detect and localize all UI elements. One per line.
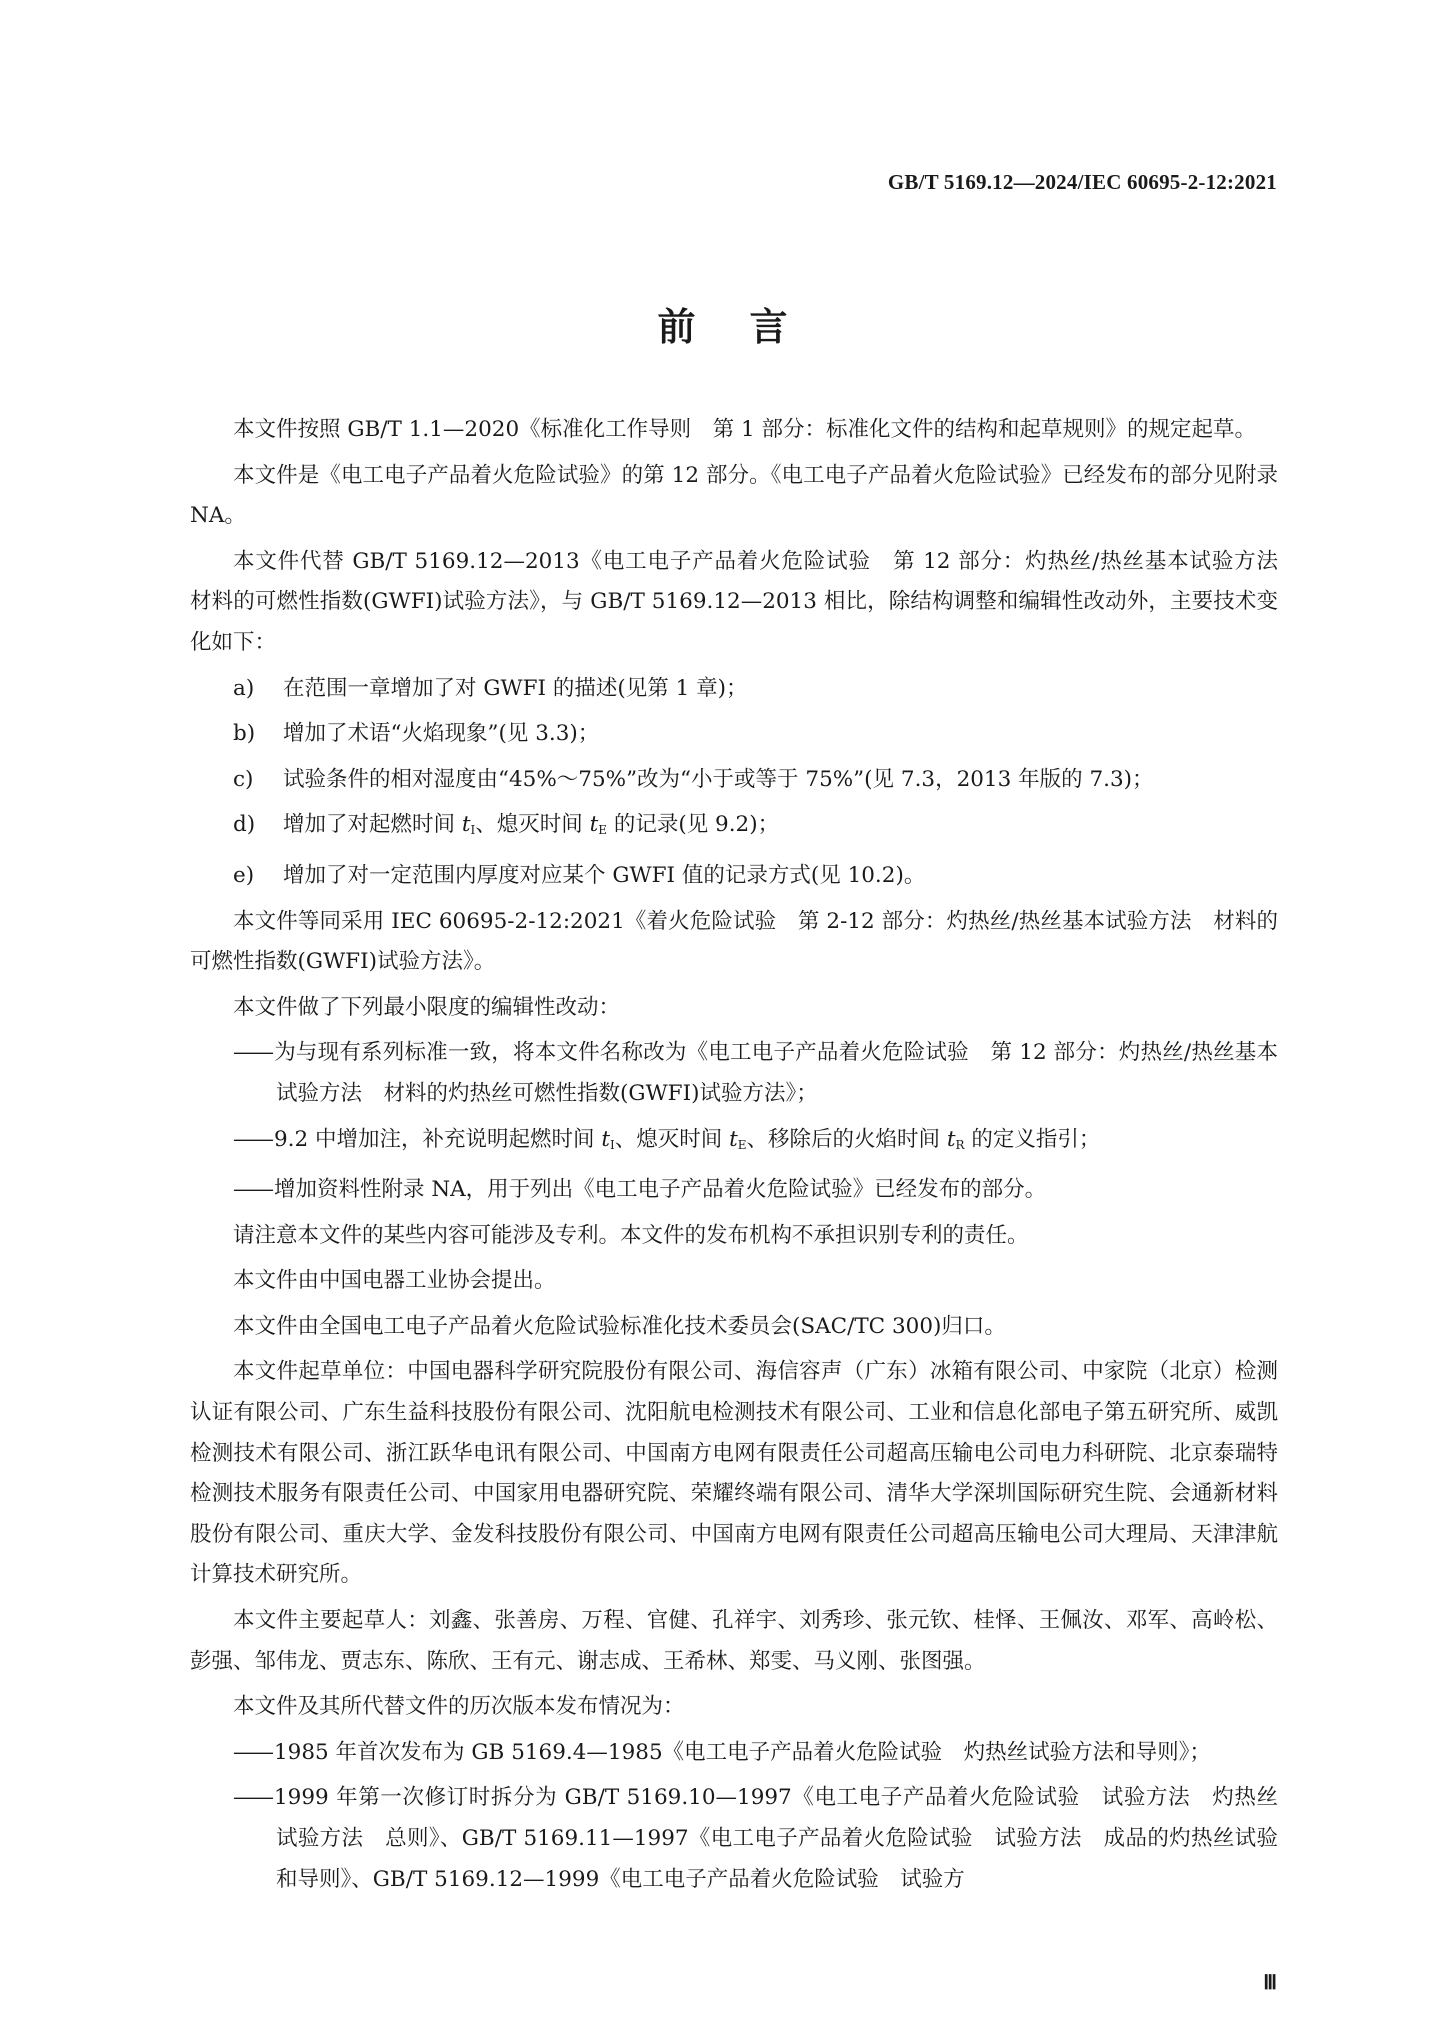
dash-item: ——1985 年首次发布为 GB 5169.4—1985《电工电子产品着火危险试验 灼热丝试验方法和导则》； <box>233 1739 1211 1765</box>
dash-item: ——增加资料性附录 NA，用于列出《电工电子产品着火危险试验》已经发布的部分。 <box>233 1177 1047 1203</box>
paragraph-drafting-units: 本文件起草单位：中国电器科学研究院股份有限公司、海信容声（广东）冰箱有限公司、中家院（北京）检测认证有限公司、广东生益科技股份有限公司、沈阳航电检测技术有限公司、工业和信息化部电子第五研究所、威凯检测技术有限公司、浙江跃华电讯有限公司、中国南方电网有限责任公司超高压输电公司电力科研院、北京泰瑞特检测技术服务有限责任公司、中国家用电器研究院、荣耀终端有限公司、清华大学深圳国际研究生院、会通新材料股份有限公司、重庆大学、金发科技股份有限公司、中国南方电网有限责任公司超高压输电公司大理局、天津津航计算技术研究所。 <box>190 1359 1278 1588</box>
list-item-text: 试验条件的相对湿度由“45%～75%”改为“小于或等于 75%”(见 7.3，2013 年版的 7.3)； <box>283 766 1154 792</box>
list-item <box>190 805 1278 851</box>
list-item <box>190 760 1278 801</box>
list-item <box>190 714 1278 755</box>
paragraph-editorial-changes: 本文件做了下列最小限度的编辑性改动： <box>233 994 621 1020</box>
list-item-label: e) <box>233 862 255 888</box>
paragraph-patent-notice: 请注意本文件的某些内容可能涉及专利。本文件的发布机构不承担识别专利的责任。 <box>233 1222 1029 1248</box>
list-item-label: a) <box>233 675 255 701</box>
dash-item: ——9.2 中增加注，补充说明起燃时间 $t_I$、熄灭时间 $t_E$、移除后的火焰时间 $t_R$ 的定义指引； <box>233 1126 1101 1152</box>
page-title: 前言 <box>657 304 842 349</box>
document-header: GB/T 5169.12—2024/IEC 60695-2-12:2021 <box>887 170 1277 194</box>
list-item-text: 增加了术语“火焰现象”(见 3.3)； <box>283 721 600 747</box>
list-item-text: 增加了对起燃时间 $t_I$、熄灭时间 $t_E$ 的记录(见 9.2)； <box>283 812 780 838</box>
list-item <box>190 669 1278 710</box>
paragraph-iec-equivalence: 本文件等同采用 IEC 60695-2-12:2021《着火危险试验 第 2-12 部分：灼热丝/热丝基本试验方法 材料的可燃性指数(GWFI)试验方法》。 <box>190 908 1278 975</box>
paragraph-series-part: 本文件是《电工电子产品着火危险试验》的第 12 部分。《电工电子产品着火危险试验》已经发布的部分见附录 NA。 <box>190 462 1278 529</box>
paragraph-drafters: 本文件主要起草人：刘鑫、张善房、万程、官健、孔祥宇、刘秀珍、张元钦、桂怿、王佩汝、邓军、高岭松、彭强、邹伟龙、贾志东、陈欣、王有元、谢志成、王希林、郑雯、马义刚、张图强。 <box>190 1608 1278 1674</box>
list-item-label: d) <box>233 812 256 838</box>
dash-item: ——为与现有系列标准一致，将本文件名称改为《电工电子产品着火危险试验 第 12 部分：灼热丝/热丝基本试验方法 材料的灼热丝可燃性指数(GWFI)试验方法》； <box>233 1040 1278 1106</box>
list-item-text: 在范围一章增加了对 GWFI 的描述(见第 1 章)； <box>283 675 748 701</box>
paragraph-history-intro: 本文件及其所代替文件的历次版本发布情况为： <box>233 1694 685 1720</box>
paragraph-committee: 本文件由全国电工电子产品着火危险试验标准化技术委员会(SAC/TC 300)归口。 <box>233 1313 1006 1339</box>
list-item-label: c) <box>233 766 254 792</box>
paragraph-replaces: 本文件代替 GB/T 5169.12—2013《电工电子产品着火危险试验 第 12 部分：灼热丝/热丝基本试验方法 材料的可燃性指数(GWFI)试验方法》，与 GB/T 5169.12—2013 相比，除结构调整和编辑性改动外，主要技术变化如下： <box>190 548 1300 655</box>
paragraph-drafting-rules: 本文件按照 GB/T 1.1—2020《标准化工作导则 第 1 部分：标准化文件的结构和起草规则》的规定起草。 <box>233 417 1256 442</box>
dash-item: ——1999 年第一次修订时拆分为 GB/T 5169.10—1997《电工电子产品着火危险试验 试验方法 灼热丝试验方法 总则》、GB/T 5169.11—1997《电工电子产品着火危险试验 试验方法 成品的灼热丝试验和导则》、GB/T 5169.12—1999《电工电子产品着火危险试验 试验方 <box>233 1785 1278 1892</box>
list-item-text: 增加了对一定范围内厚度对应某个 GWFI 值的记录方式(见 10.2)。 <box>283 862 926 888</box>
paragraph-proposer: 本文件由中国电器工业协会提出。 <box>233 1268 556 1294</box>
page-number: Ⅲ <box>1263 1972 1277 1994</box>
list-item <box>190 856 1278 897</box>
document-body <box>190 410 1300 1905</box>
list-item-label: b) <box>233 721 256 747</box>
